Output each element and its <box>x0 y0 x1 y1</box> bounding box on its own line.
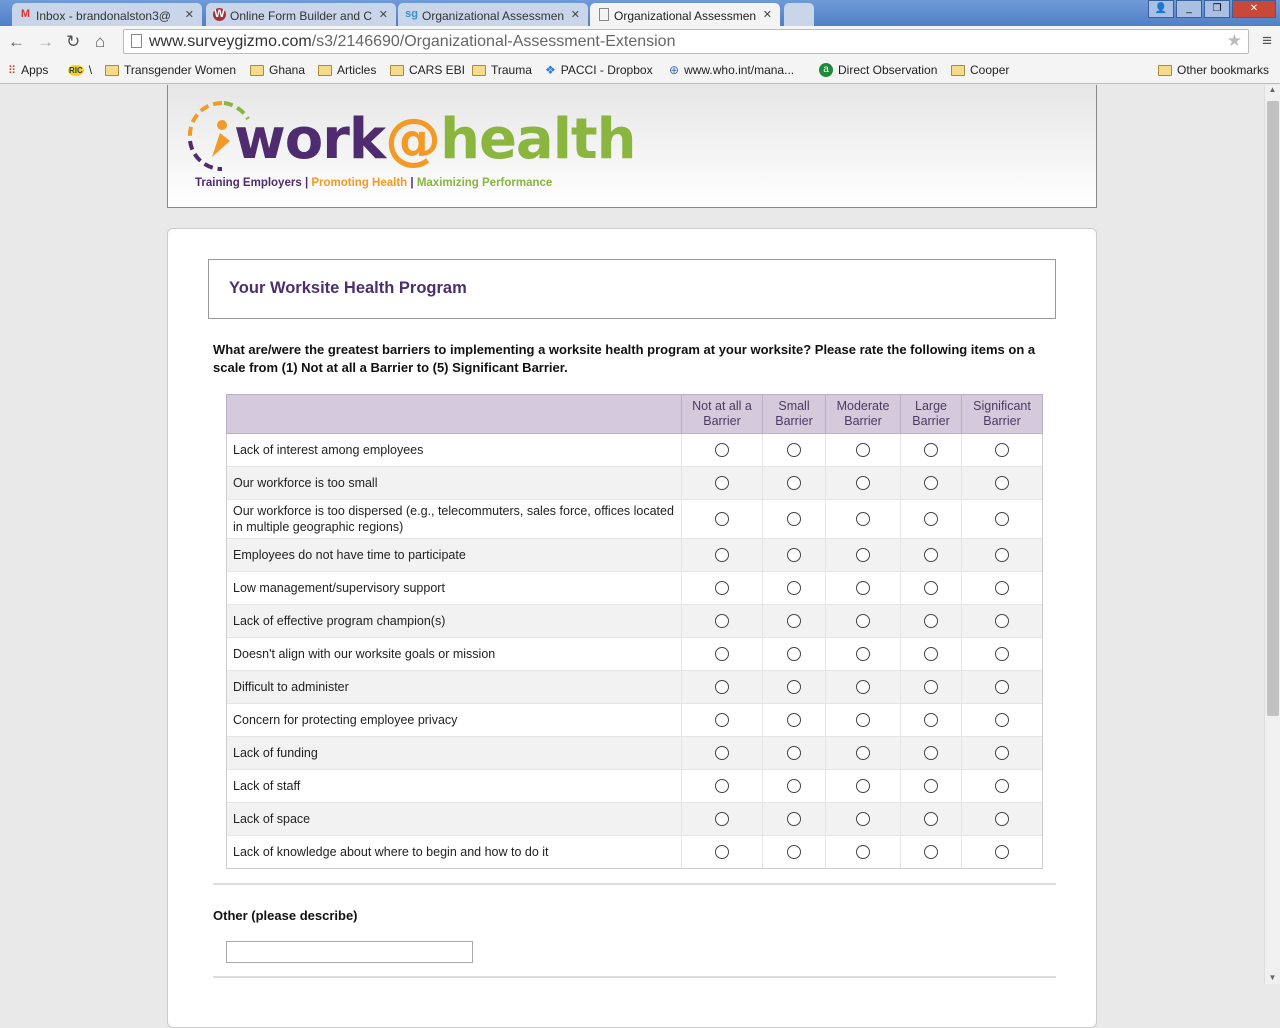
table-row <box>227 539 1043 572</box>
rating-grid <box>226 394 1043 869</box>
rating-cell <box>763 434 826 467</box>
rating-radio[interactable] <box>924 443 938 457</box>
rating-radio[interactable] <box>924 680 938 694</box>
rating-cell <box>826 605 901 638</box>
rating-cell <box>763 638 826 671</box>
bookmark-ghana[interactable]: Ghana <box>250 63 305 77</box>
row-label: Difficult to administer <box>227 671 682 704</box>
rating-cell <box>901 836 962 869</box>
rating-cell <box>682 467 763 500</box>
browser-toolbar <box>0 26 1280 58</box>
bookmark-direct-observation[interactable]: a Direct Observation <box>819 63 937 77</box>
table-row <box>227 500 1043 539</box>
rating-radio[interactable] <box>856 713 870 727</box>
rating-radio[interactable] <box>715 548 729 562</box>
rating-radio[interactable] <box>856 512 870 526</box>
rating-cell <box>826 770 901 803</box>
folder-icon <box>1158 65 1172 76</box>
rating-radio[interactable] <box>715 443 729 457</box>
rating-cell <box>826 704 901 737</box>
rating-radio[interactable] <box>995 581 1009 595</box>
table-row <box>227 467 1043 500</box>
rating-cell <box>962 638 1043 671</box>
column-header: Not at all a Barrier <box>682 395 763 434</box>
site-header: work@health Training Employers | Promoting Health | Maximizing Performance <box>167 85 1097 208</box>
table-row <box>227 836 1043 869</box>
rating-cell <box>826 836 901 869</box>
rating-radio[interactable] <box>856 581 870 595</box>
wufoo-icon: W <box>214 8 225 20</box>
rating-cell <box>901 500 962 539</box>
row-label: Lack of interest among employees <box>227 434 682 467</box>
rating-radio[interactable] <box>924 647 938 661</box>
rating-cell <box>763 803 826 836</box>
row-label: Lack of staff <box>227 770 682 803</box>
forward-icon[interactable]: → <box>37 32 54 51</box>
grid-header-blank <box>227 395 682 434</box>
rating-cell <box>763 605 826 638</box>
rating-radio[interactable] <box>715 680 729 694</box>
rating-radio[interactable] <box>995 779 1009 793</box>
rating-radio[interactable] <box>924 614 938 628</box>
minimize-button[interactable]: _ <box>1176 0 1202 18</box>
rating-cell <box>962 572 1043 605</box>
rating-cell <box>763 836 826 869</box>
rating-radio[interactable] <box>787 680 801 694</box>
row-label: Our workforce is too small <box>227 467 682 500</box>
rating-radio[interactable] <box>995 614 1009 628</box>
rating-cell <box>826 467 901 500</box>
table-row <box>227 605 1043 638</box>
rating-radio[interactable] <box>715 614 729 628</box>
rating-cell <box>682 737 763 770</box>
rating-radio[interactable] <box>715 713 729 727</box>
rating-radio[interactable] <box>924 746 938 760</box>
row-label: Low management/supervisory support <box>227 572 682 605</box>
rating-radio[interactable] <box>715 647 729 661</box>
rating-radio[interactable] <box>715 812 729 826</box>
rating-cell <box>962 500 1043 539</box>
rating-cell <box>962 836 1043 869</box>
bookmark-pacci-dropbox[interactable]: ❖ PACCI - Dropbox <box>545 63 653 77</box>
rating-cell <box>682 836 763 869</box>
rating-cell <box>682 770 763 803</box>
row-label: Lack of funding <box>227 737 682 770</box>
rating-cell <box>962 434 1043 467</box>
tab-org-assessment-2[interactable]: Organizational Assessmen ✕ <box>590 3 780 26</box>
page-icon <box>131 34 142 48</box>
rating-radio[interactable] <box>715 581 729 595</box>
rating-cell <box>901 467 962 500</box>
rating-radio[interactable] <box>787 548 801 562</box>
rating-radio[interactable] <box>856 746 870 760</box>
rating-radio[interactable] <box>924 476 938 490</box>
rating-radio[interactable] <box>924 812 938 826</box>
rating-radio[interactable] <box>995 647 1009 661</box>
rating-cell <box>682 434 763 467</box>
rating-cell <box>682 671 763 704</box>
folder-icon <box>318 65 332 76</box>
rating-cell <box>901 572 962 605</box>
rating-radio[interactable] <box>787 443 801 457</box>
rating-radio[interactable] <box>924 548 938 562</box>
folder-icon <box>390 65 404 76</box>
rating-cell <box>763 500 826 539</box>
rating-radio[interactable] <box>924 713 938 727</box>
rating-radio[interactable] <box>787 614 801 628</box>
folder-icon <box>250 65 264 76</box>
table-row <box>227 737 1043 770</box>
page-title: Your Worksite Health Program <box>229 279 467 297</box>
rating-cell <box>763 704 826 737</box>
rating-cell <box>962 770 1043 803</box>
vertical-scrollbar[interactable] <box>1264 85 1280 984</box>
row-label: Employees do not have time to participate <box>227 539 682 572</box>
rating-radio[interactable] <box>924 779 938 793</box>
rating-radio[interactable] <box>787 845 801 859</box>
table-row <box>227 803 1043 836</box>
rating-cell <box>826 671 901 704</box>
logo-tagline: Training Employers | Promoting Health | Maximizing Performance <box>195 177 553 189</box>
other-bookmarks[interactable]: Other bookmarks <box>1158 63 1269 77</box>
rating-cell <box>826 434 901 467</box>
rating-radio[interactable] <box>995 713 1009 727</box>
profile-button[interactable]: 👤 <box>1148 0 1174 18</box>
rating-radio[interactable] <box>924 845 938 859</box>
back-icon[interactable]: ← <box>8 32 25 51</box>
rating-radio[interactable] <box>995 845 1009 859</box>
tab-form-builder[interactable]: W Online Form Builder and C ✕ <box>206 3 396 26</box>
row-label: Concern for protecting employee privacy <box>227 704 682 737</box>
rating-cell <box>826 539 901 572</box>
rating-radio[interactable] <box>715 845 729 859</box>
rating-cell <box>763 671 826 704</box>
rating-cell <box>901 737 962 770</box>
row-label: Our workforce is too dispersed (e.g., telecommuters, sales force, offices located in multiple geographic regions) <box>227 500 682 539</box>
rating-cell <box>901 434 962 467</box>
bookmark-transgender-women[interactable]: Transgender Women <box>105 63 236 77</box>
rating-cell <box>682 500 763 539</box>
close-tab-icon[interactable]: ✕ <box>378 9 388 21</box>
rating-radio[interactable] <box>787 581 801 595</box>
table-row <box>227 770 1043 803</box>
rating-radio[interactable] <box>787 476 801 490</box>
column-header: Small Barrier <box>763 395 826 434</box>
rating-cell <box>682 803 763 836</box>
ric-icon: RIC <box>69 65 83 75</box>
gmail-icon: M <box>20 8 31 20</box>
rating-cell <box>962 803 1043 836</box>
rating-cell <box>682 605 763 638</box>
rating-radio[interactable] <box>856 779 870 793</box>
page-icon <box>599 8 609 21</box>
bookmark-star-icon[interactable]: ★ <box>1226 31 1242 50</box>
rating-cell <box>901 605 962 638</box>
rating-radio[interactable] <box>715 779 729 793</box>
rating-cell <box>682 638 763 671</box>
bookmark-apps[interactable]: ⠿ Apps <box>8 63 49 77</box>
rating-radio[interactable] <box>924 512 938 526</box>
rating-radio[interactable] <box>787 779 801 793</box>
rating-cell <box>826 803 901 836</box>
rating-radio[interactable] <box>715 746 729 760</box>
rating-radio[interactable] <box>856 845 870 859</box>
rating-radio[interactable] <box>787 812 801 826</box>
tab-inbox[interactable]: M Inbox - brandonalston3@ ✕ <box>12 3 202 26</box>
rating-radio[interactable] <box>856 680 870 694</box>
rating-radio[interactable] <box>787 713 801 727</box>
who-icon: ⊕ <box>669 63 680 77</box>
divider <box>213 976 1056 978</box>
rating-cell <box>763 770 826 803</box>
tab-org-assessment-1[interactable]: sg Organizational Assessmen ✕ <box>398 3 588 26</box>
apps-grid-icon: ⠿ <box>8 64 17 77</box>
new-tab-button[interactable] <box>784 3 814 26</box>
rating-radio[interactable] <box>995 812 1009 826</box>
rating-radio[interactable] <box>856 614 870 628</box>
dropbox-icon: ❖ <box>545 63 556 77</box>
rating-radio[interactable] <box>787 746 801 760</box>
rating-cell <box>826 500 901 539</box>
bookmark-cooper[interactable]: Cooper <box>951 63 1009 77</box>
column-header: Large Barrier <box>901 395 962 434</box>
address-bar[interactable]: www.surveygizmo.com/s3/2146690/Organizational-Assessment-Extension ★ <box>123 29 1249 54</box>
rating-radio[interactable] <box>856 548 870 562</box>
column-header: Significant Barrier <box>962 395 1043 434</box>
page-viewport <box>0 85 1264 984</box>
rating-cell <box>826 572 901 605</box>
bookmark-ric[interactable]: RIC \ <box>69 63 93 77</box>
table-row <box>227 704 1043 737</box>
scroll-down-icon[interactable]: ▼ <box>1268 973 1277 982</box>
rating-cell <box>962 704 1043 737</box>
rating-cell <box>901 539 962 572</box>
rating-cell <box>962 539 1043 572</box>
section-title-box <box>208 259 1056 319</box>
bookmark-articles[interactable]: Articles <box>318 63 376 77</box>
rating-radio[interactable] <box>787 647 801 661</box>
bookmarks-bar <box>0 58 1280 84</box>
reload-icon[interactable]: ↻ <box>66 32 81 51</box>
table-row <box>227 671 1043 704</box>
rating-radio[interactable] <box>995 476 1009 490</box>
folder-icon <box>951 65 965 76</box>
rating-cell <box>682 539 763 572</box>
rating-radio[interactable] <box>924 581 938 595</box>
rating-radio[interactable] <box>995 680 1009 694</box>
column-header: Moderate Barrier <box>826 395 901 434</box>
home-icon[interactable]: ⌂ <box>95 32 106 51</box>
maximize-button[interactable]: ❐ <box>1204 0 1230 18</box>
surveygizmo-icon: sg <box>405 8 418 20</box>
rating-radio[interactable] <box>856 443 870 457</box>
observation-icon: a <box>819 63 833 77</box>
rating-radio[interactable] <box>995 548 1009 562</box>
rating-cell <box>901 671 962 704</box>
table-row <box>227 434 1043 467</box>
table-row <box>227 638 1043 671</box>
row-label: Lack of space <box>227 803 682 836</box>
row-label: Lack of effective program champion(s) <box>227 605 682 638</box>
scrollbar-thumb[interactable] <box>1267 101 1279 716</box>
rating-radio[interactable] <box>995 746 1009 760</box>
folder-icon <box>472 65 486 76</box>
row-label: Doesn't align with our worksite goals or mission <box>227 638 682 671</box>
rating-cell <box>901 704 962 737</box>
scroll-up-icon[interactable]: ▲ <box>1268 85 1277 94</box>
divider <box>213 883 1056 885</box>
rating-cell <box>901 803 962 836</box>
rating-cell <box>763 572 826 605</box>
other-label: Other (please describe) <box>213 908 358 923</box>
close-tab-icon[interactable]: ✕ <box>762 9 772 21</box>
rating-cell <box>962 605 1043 638</box>
rating-cell <box>763 467 826 500</box>
bookmark-trauma[interactable]: Trauma <box>472 63 532 77</box>
question-text: What are/were the greatest barriers to implementing a worksite health program at your worksite? Please rate the following items on a scale from (1) Not at all a Barrier to (5) Significant Barrier. <box>213 342 1036 375</box>
rating-cell <box>901 770 962 803</box>
rating-radio[interactable] <box>995 443 1009 457</box>
rating-cell <box>826 737 901 770</box>
rating-radio[interactable] <box>715 512 729 526</box>
rating-cell <box>826 638 901 671</box>
rating-cell <box>962 467 1043 500</box>
rating-radio[interactable] <box>715 476 729 490</box>
rating-radio[interactable] <box>995 512 1009 526</box>
rating-cell <box>763 737 826 770</box>
rating-radio[interactable] <box>856 476 870 490</box>
rating-cell <box>962 671 1043 704</box>
close-window-button[interactable]: ✕ <box>1232 0 1276 18</box>
survey-card <box>167 228 1097 1028</box>
menu-icon[interactable]: ≡ <box>1262 31 1272 50</box>
other-describe-input[interactable] <box>226 941 473 963</box>
tab-bar <box>0 0 1280 26</box>
rating-cell <box>901 638 962 671</box>
rating-radio[interactable] <box>856 812 870 826</box>
rating-cell <box>763 539 826 572</box>
table-row <box>227 572 1043 605</box>
rating-radio[interactable] <box>856 647 870 661</box>
rating-cell <box>682 572 763 605</box>
row-label: Lack of knowledge about where to begin and how to do it <box>227 836 682 869</box>
rating-radio[interactable] <box>787 512 801 526</box>
rating-cell <box>682 704 763 737</box>
rating-cell <box>962 737 1043 770</box>
folder-icon <box>105 65 119 76</box>
close-tab-icon[interactable]: ✕ <box>184 9 194 21</box>
close-tab-icon[interactable]: ✕ <box>570 9 580 21</box>
bookmark-cars-ebi[interactable]: CARS EBI <box>390 63 465 77</box>
bookmark-who[interactable]: ⊕ www.who.int/mana... <box>669 63 795 77</box>
